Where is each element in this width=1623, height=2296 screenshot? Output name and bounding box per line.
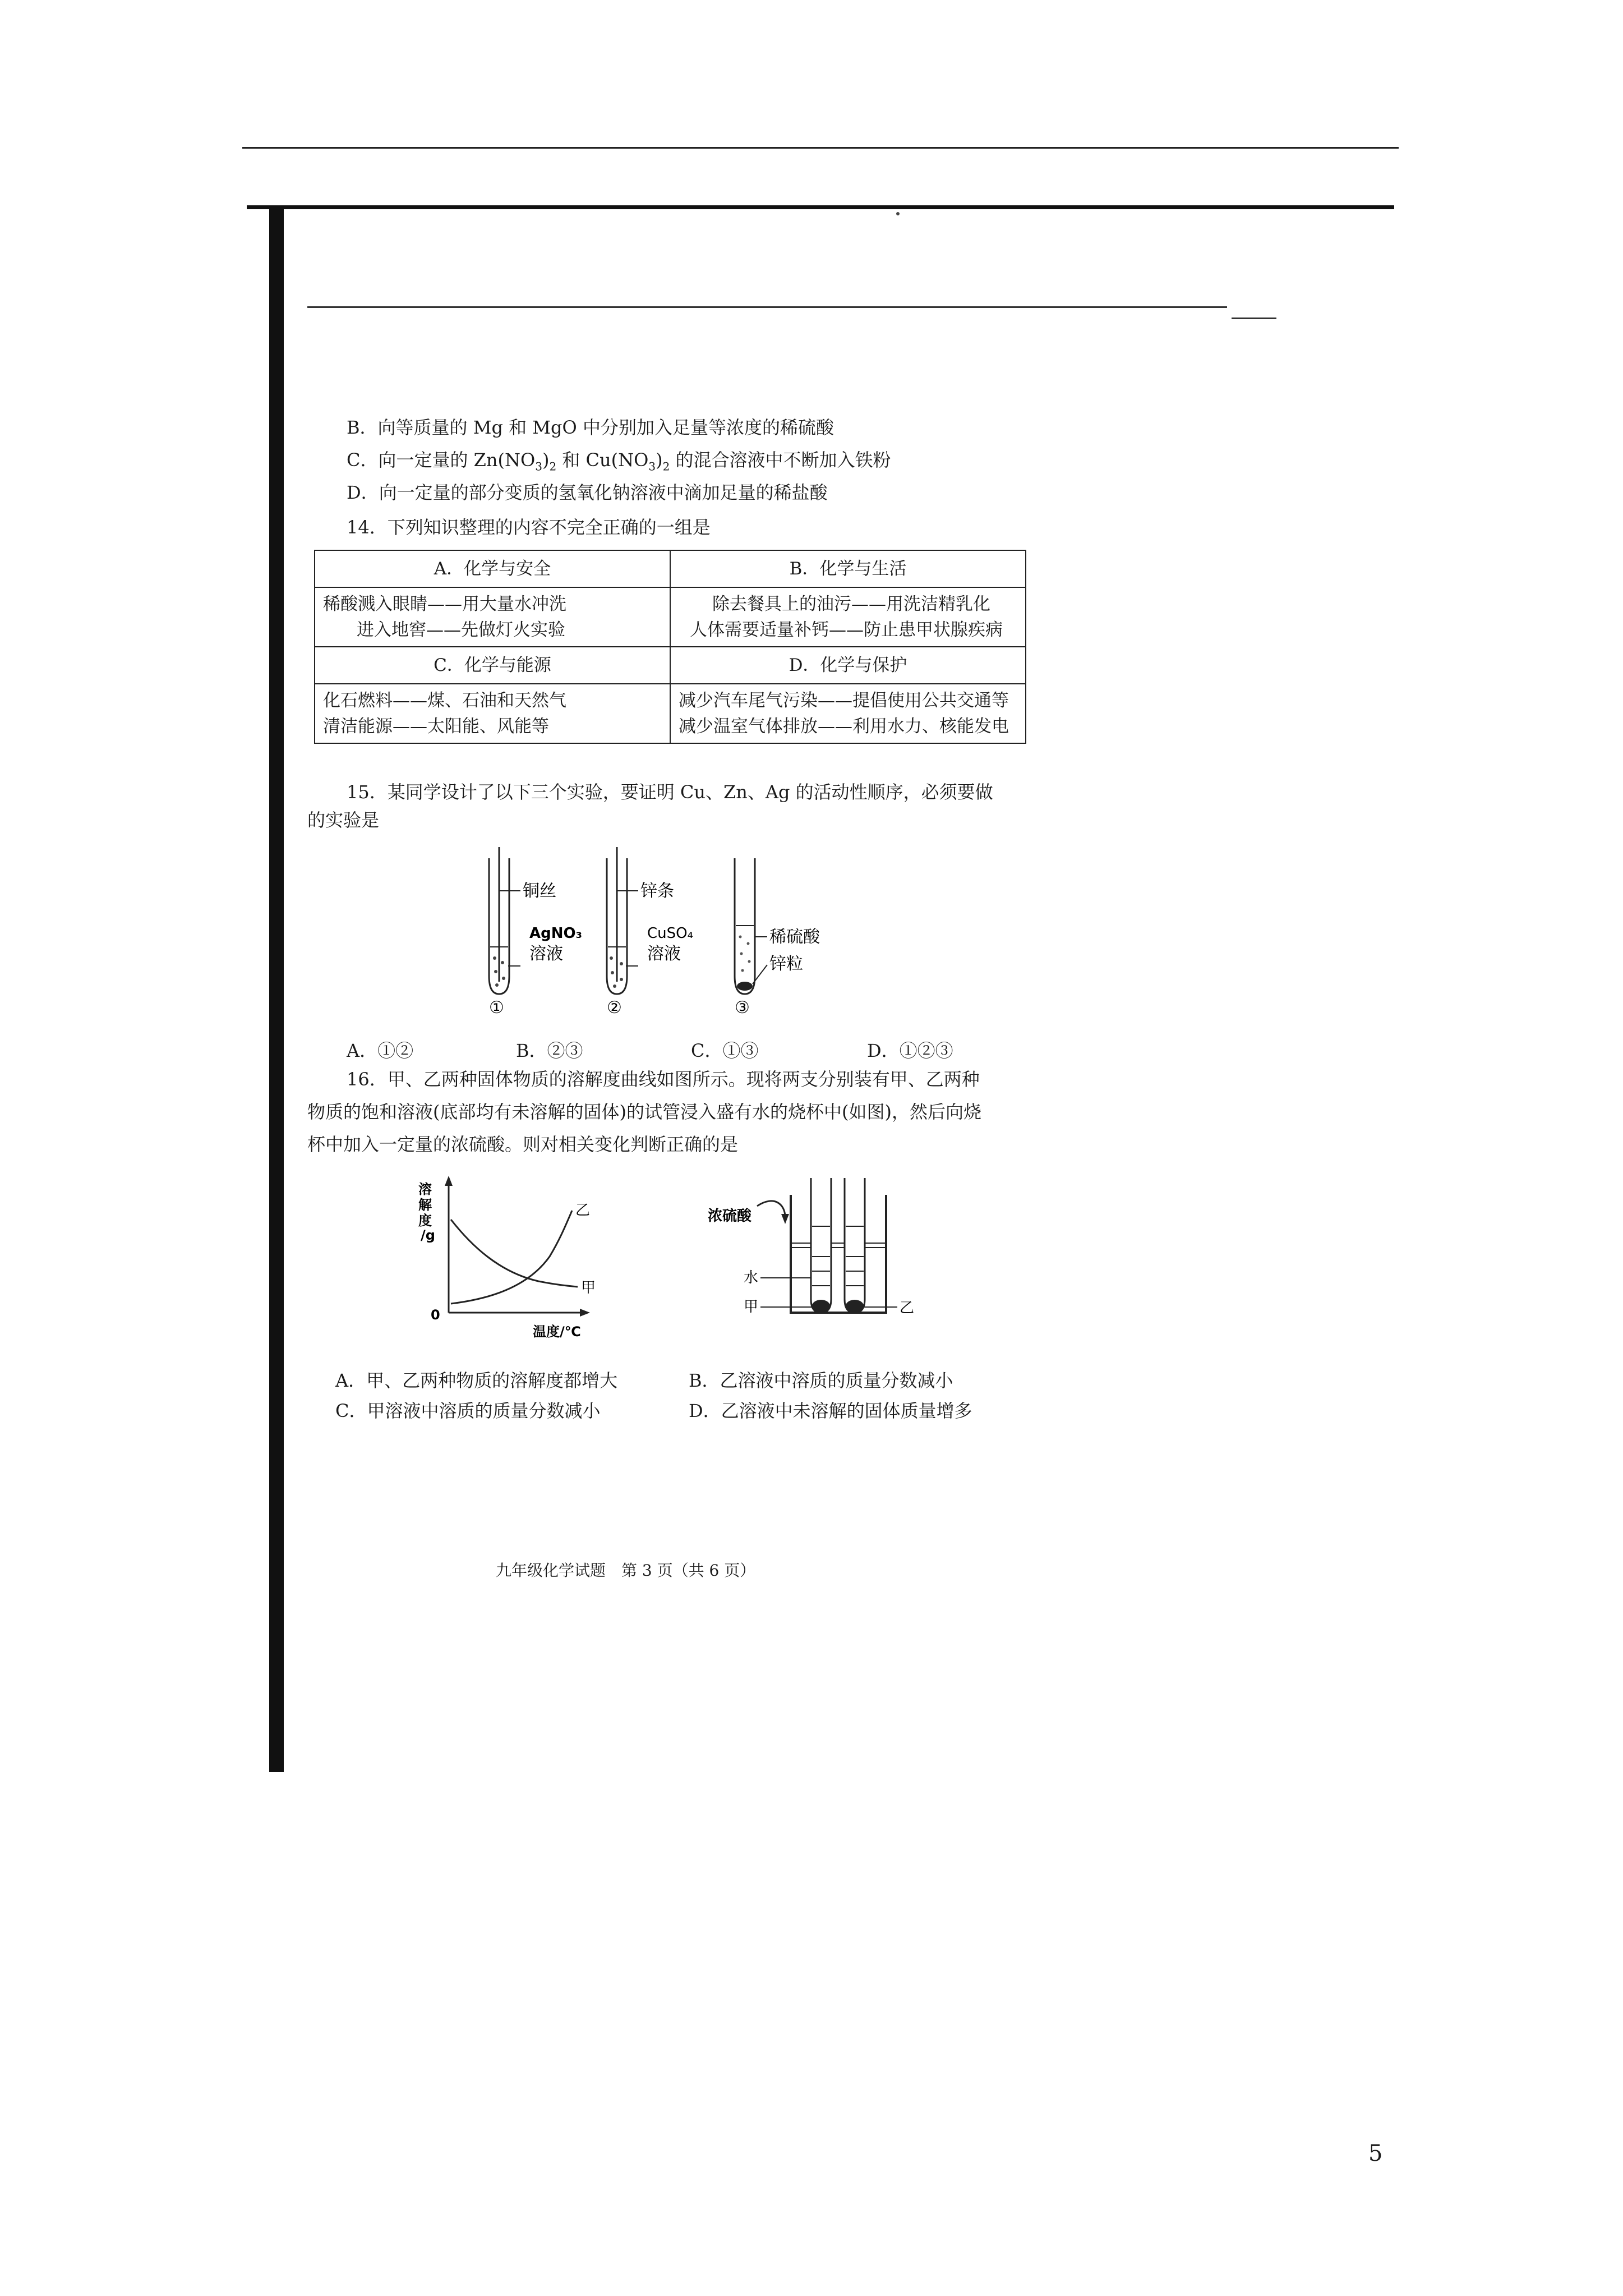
q16-option-b: B．乙溶液中溶质的质量分数减小 (689, 1370, 953, 1391)
y-axis-char-1: 溶 (418, 1181, 432, 1197)
q16-option-c: C．甲溶液中溶质的质量分数减小 (335, 1400, 601, 1421)
solubility-curve-graph (415, 1172, 651, 1341)
test-tube-jia (811, 1178, 831, 1313)
q15-option-a: A．①② (347, 1040, 414, 1061)
acid-label: 稀硫酸 (769, 927, 820, 947)
y-axis-char-2: 解 (418, 1197, 432, 1213)
q16-stem-line2: 物质的饱和溶液(底部均有未溶解的固体)的试管浸入盛有水的烧杯中(如图)，然后向烧 (307, 1101, 981, 1122)
tube-label-jia: 甲 (744, 1299, 759, 1315)
q15-test-tubes-diagram (460, 847, 852, 1015)
q13-option-c: C．向一定量的 $Zn(NO_3)_2$ 和 $Cu(NO_3)_2$ 的混合溶液中不断加入铁粉 (347, 449, 891, 473)
scan-rule-fragment (1232, 318, 1276, 319)
q14-stem: 14．下列知识整理的内容不完全正确的一组是 (347, 517, 711, 538)
table-head-d: D．化学与保护 (670, 647, 1026, 684)
y-axis-char-4: /g (421, 1227, 435, 1243)
tube-number-2: ② (607, 998, 622, 1015)
table-cell-a: 稀酸溅入眼睛——用大量水冲洗 进入地窖——先做灯火实验 (315, 587, 670, 647)
table-cell-c: 化石燃料——煤、石油和天然气 清洁能源——太阳能、风能等 (315, 684, 670, 743)
q15-option-b: B．②③ (516, 1040, 583, 1061)
q16-option-d: D．乙溶液中未溶解的固体质量增多 (689, 1400, 972, 1421)
x-axis-label: 温度/℃ (533, 1324, 581, 1340)
table-head-b: B．化学与生活 (670, 550, 1026, 587)
tube-label-yi: 乙 (900, 1300, 915, 1317)
scan-speck (896, 212, 900, 215)
page-number: 5 (1368, 2141, 1383, 2166)
wire-label-zinc: 锌条 (640, 881, 674, 901)
solution-label-agno3: AgNO₃ (529, 925, 582, 942)
scan-border-left (269, 205, 284, 1772)
curve-label-jia: 甲 (581, 1280, 596, 1296)
table-head-a: A．化学与安全 (315, 550, 670, 587)
curve-jia (451, 1220, 578, 1287)
header-rule (242, 147, 1399, 149)
solution-label-2: 溶液 (647, 944, 681, 964)
knowledge-table (314, 550, 1026, 744)
beaker-diagram (701, 1172, 937, 1341)
q15-stem-line2: 的实验是 (307, 809, 380, 831)
test-tube-yi (845, 1178, 865, 1313)
y-axis-char-3: 度 (418, 1213, 432, 1228)
q15-stem-line1: 15．某同学设计了以下三个实验，要证明 Cu、Zn、Ag 的活动性顺序，必须要做 (347, 781, 993, 803)
origin-label: 0 (431, 1307, 440, 1323)
solution-label-cuso4: CuSO₄ (647, 925, 694, 942)
scan-rule (307, 306, 1227, 308)
table-cell-d: 减少汽车尾气污染——提倡使用公共交通等 减少温室气体排放——利用水力、核能发电 (670, 684, 1026, 743)
q16-stem-line3: 杯中加入一定量的浓硫酸。则对相关变化判断正确的是 (307, 1134, 739, 1155)
wire-label-copper: 铜丝 (523, 881, 556, 901)
q16-stem-line1: 16．甲、乙两种固体物质的溶解度曲线如图所示。现将两支分别装有甲、乙两种 (347, 1069, 980, 1090)
zinc-granule-label: 锌粒 (769, 954, 803, 974)
q13-option-b: B．向等质量的 Mg 和 MgO 中分别加入足量等浓度的稀硫酸 (347, 417, 834, 438)
q15-option-c: C．①③ (691, 1040, 759, 1061)
q15-option-d: D．①②③ (867, 1040, 953, 1061)
water-label: 水 (744, 1269, 759, 1286)
exam-footer: 九年级化学试题 第 3 页（共 6 页） (496, 1561, 756, 1580)
beaker-acid-label: 浓硫酸 (708, 1208, 752, 1225)
table-cell-b: 除去餐具上的油污——用洗洁精乳化 人体需要适量补钙——防止患甲状腺疾病 (670, 587, 1026, 647)
tube-number-1: ① (489, 998, 504, 1015)
scan-border-top (247, 205, 1394, 209)
table-head-c: C．化学与能源 (315, 647, 670, 684)
solution-label-1: 溶液 (529, 944, 563, 964)
test-tube-1 (489, 847, 582, 1015)
q13-option-d: D．向一定量的部分变质的氢氧化钠溶液中滴加足量的稀盐酸 (347, 482, 828, 503)
test-tube-3 (735, 858, 820, 1015)
q16-option-a: A．甲、乙两种物质的溶解度都增大 (335, 1370, 618, 1391)
tube-number-3: ③ (735, 998, 750, 1015)
test-tube-2 (607, 847, 693, 1015)
curve-yi (451, 1211, 572, 1304)
beaker (791, 1195, 886, 1313)
curve-label-yi: 乙 (575, 1202, 591, 1219)
